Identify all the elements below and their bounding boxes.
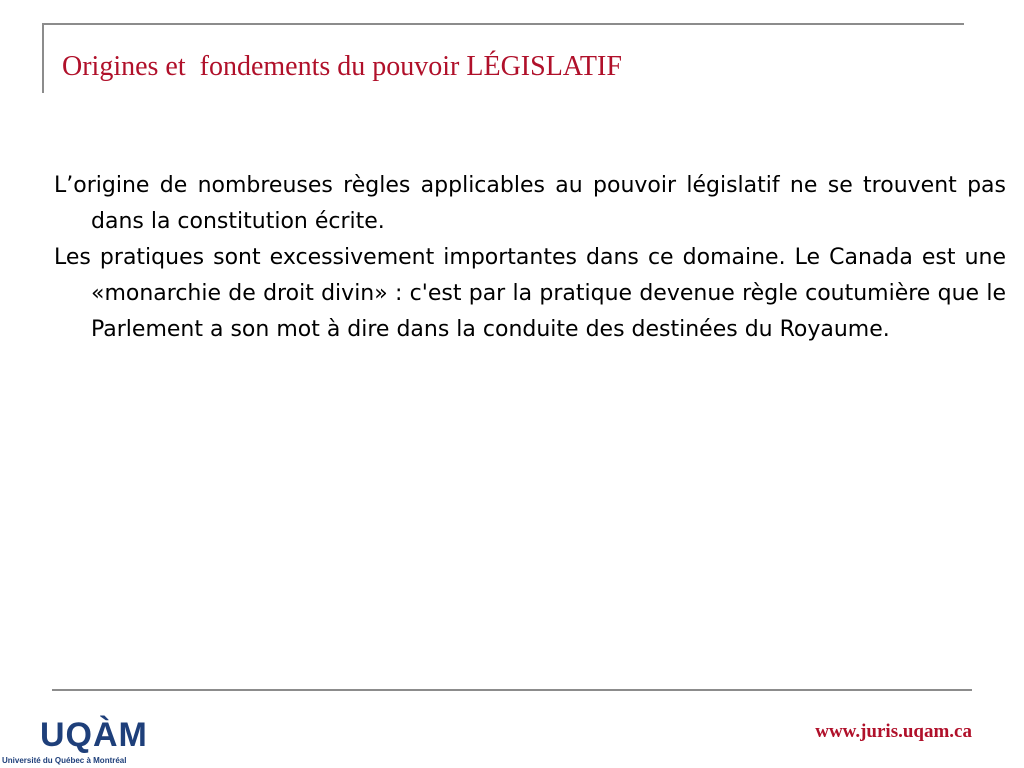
title-frame-left-rule [42, 23, 44, 93]
title-frame-top-rule [42, 23, 964, 25]
logo-wordmark: UQÀM [40, 716, 148, 754]
paragraph-practices: Les pratiques sont excessivement importantes dans ce domaine. Le Canada est une «monarchie de droit divin» : c'est par la pratique devenue règle coutumière que le Parlement a son mot à dire dans la conduite des destinées du Royaume. [54, 245, 1006, 342]
paragraph-origin: L’origine de nombreuses règles applicables au pouvoir législatif ne se trouvent pas dans la constitution écrite. [54, 173, 1006, 234]
footer-rule [52, 689, 972, 691]
uqam-logo [2, 718, 152, 766]
footer-website-link[interactable]: www.juris.uqam.ca [815, 721, 972, 742]
logo-subtitle: Université du Québec à Montréal [2, 756, 127, 765]
slide-title: Origines et fondements du pouvoir LÉGISLATIF [62, 51, 622, 82]
slide-body [54, 168, 1006, 348]
